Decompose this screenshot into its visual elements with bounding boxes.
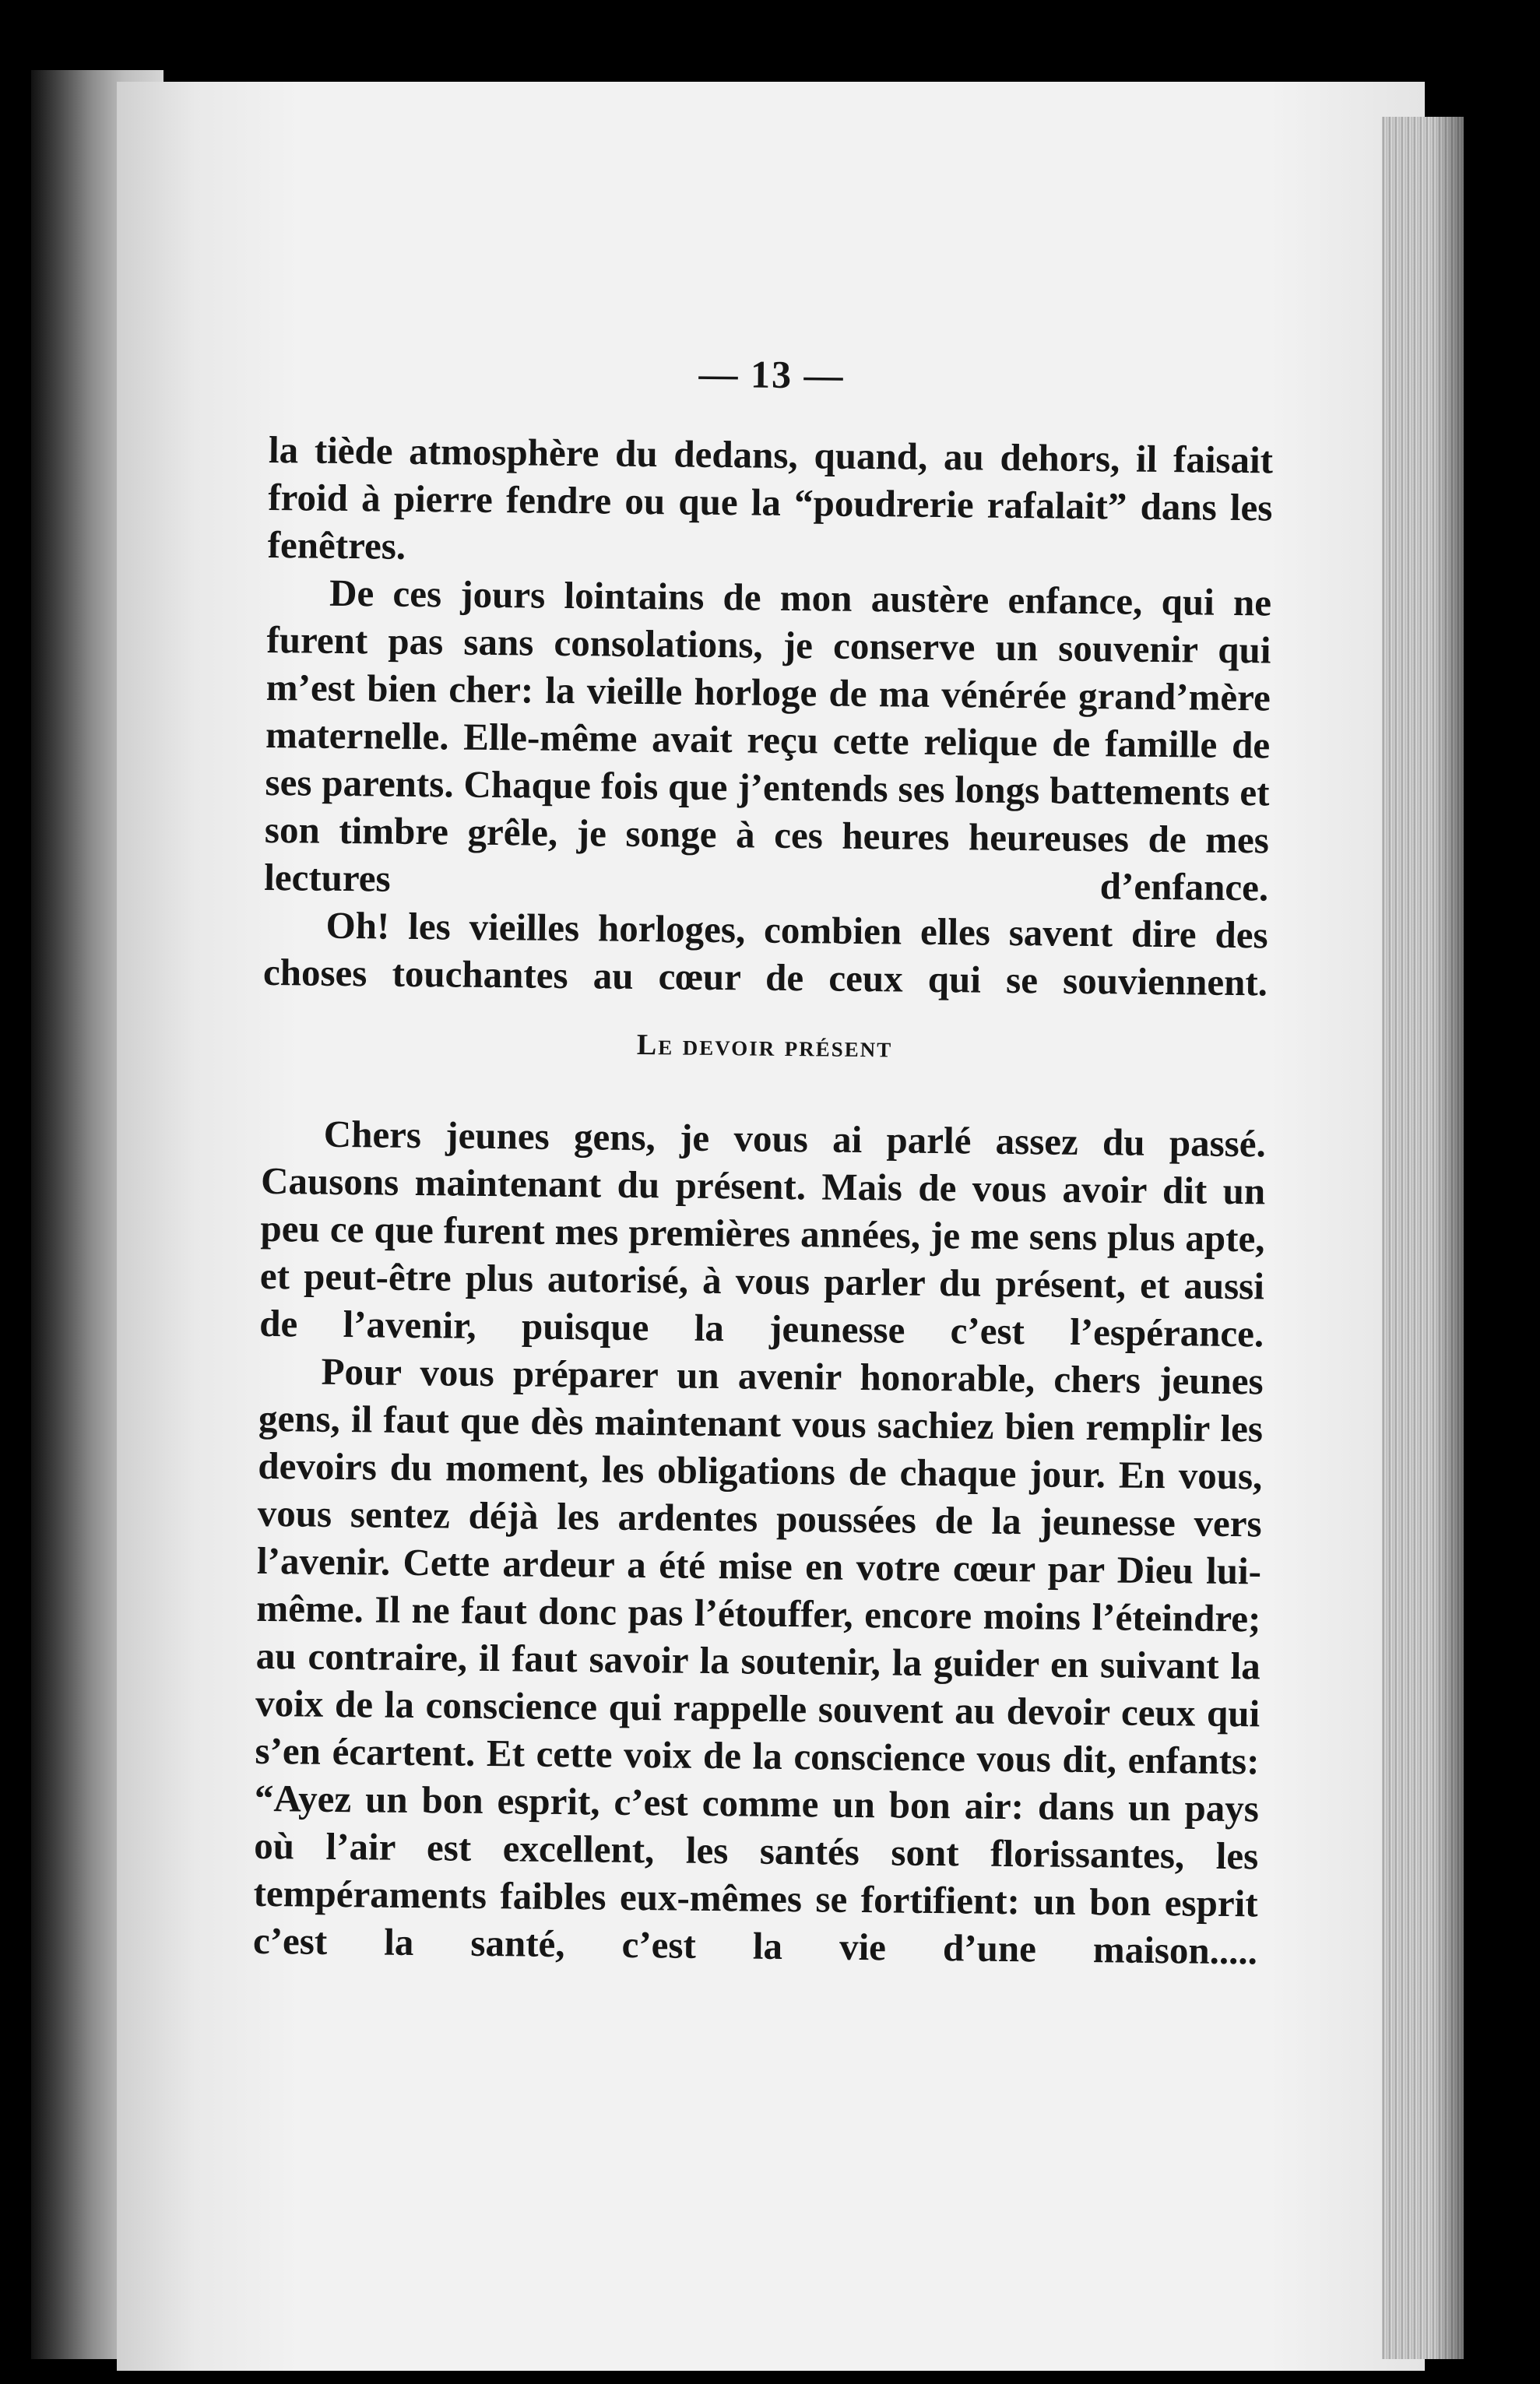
paragraph-continued [267, 426, 1273, 578]
paragraph-continued-text: la tiède atmosphère du dedans, quand, au dehors, il faisait froid à pierre fendre ou que la “poudrerie rafalait” dans les fenêtres. [267, 427, 1274, 568]
paragraph-souvenir [264, 568, 1271, 911]
page-sheet [117, 82, 1425, 2371]
paragraph-horloges-text: Oh! les vieilles horloges, combien elles savent dire des choses touchantes au cœur de ceux qui se souviennent. [262, 903, 1268, 1004]
paragraph-avenir-text: Pour vous préparer un avenir honorable, chers jeunes gens, il faut que dès maintenant vous sachiez bien remplir les devoirs du moment, les obligations de chaque jour. En vous, vous sentez déjà les ardentes poussées de la jeunesse vers l’avenir. Cette ardeur a été mise en votre cœur par Dieu lui-même. Il ne faut donc pas l’étouffer, encore moins l’éteindre; au contraire, il faut savoir la soutenir, la guider en suivant la voix de la conscience qui rappelle souvent au devoir ceux qui s’en écartent. Et cette voix de la conscience vous dit, enfants: “Ayez un bon esprit, c’est comme un bon air: dans un pays où l’air est excellent, les santés sont florissantes, les tempéraments faibles eux-mêmes se fortifient: un bon esprit c’est la santé, c’est la vie d’une maison..... [252, 1349, 1264, 1973]
section-heading: Le devoir présent [636, 1028, 893, 1064]
right-edge-shadow [1433, 117, 1479, 2359]
page-number: — 13 — [698, 351, 845, 397]
paragraph-souvenir-text: De ces jours lointains de mon austère enfance, qui ne furent pas sans consolations, je conserve un souvenir qui m’est bien cher: la vieille horloge de ma vénérée grand’mère maternelle. Elle-même avait reçu cette relique de famille de ses parents. Chaque fois que j’entends ses longs battements et son timbre grêle, je songe à ces heures heureuses de mes lectures d’enfance. [264, 571, 1272, 909]
paragraph-present-text: Chers jeunes gens, je vous ai parlé assez du passé. Causons maintenant du présent. Mais de vous avoir dit un peu ce que furent mes premières années, je me sens plus apte, et peut-être plus autorisé, à vous parler du présent, et aussi de l’avenir, puisque la jeunesse c’est l’espérance. [259, 1112, 1267, 1356]
text-block [252, 82, 1277, 1973]
paragraph-horloges [263, 901, 1268, 1007]
paragraph-present [259, 1109, 1266, 1357]
paragraph-avenir [253, 1347, 1264, 1974]
